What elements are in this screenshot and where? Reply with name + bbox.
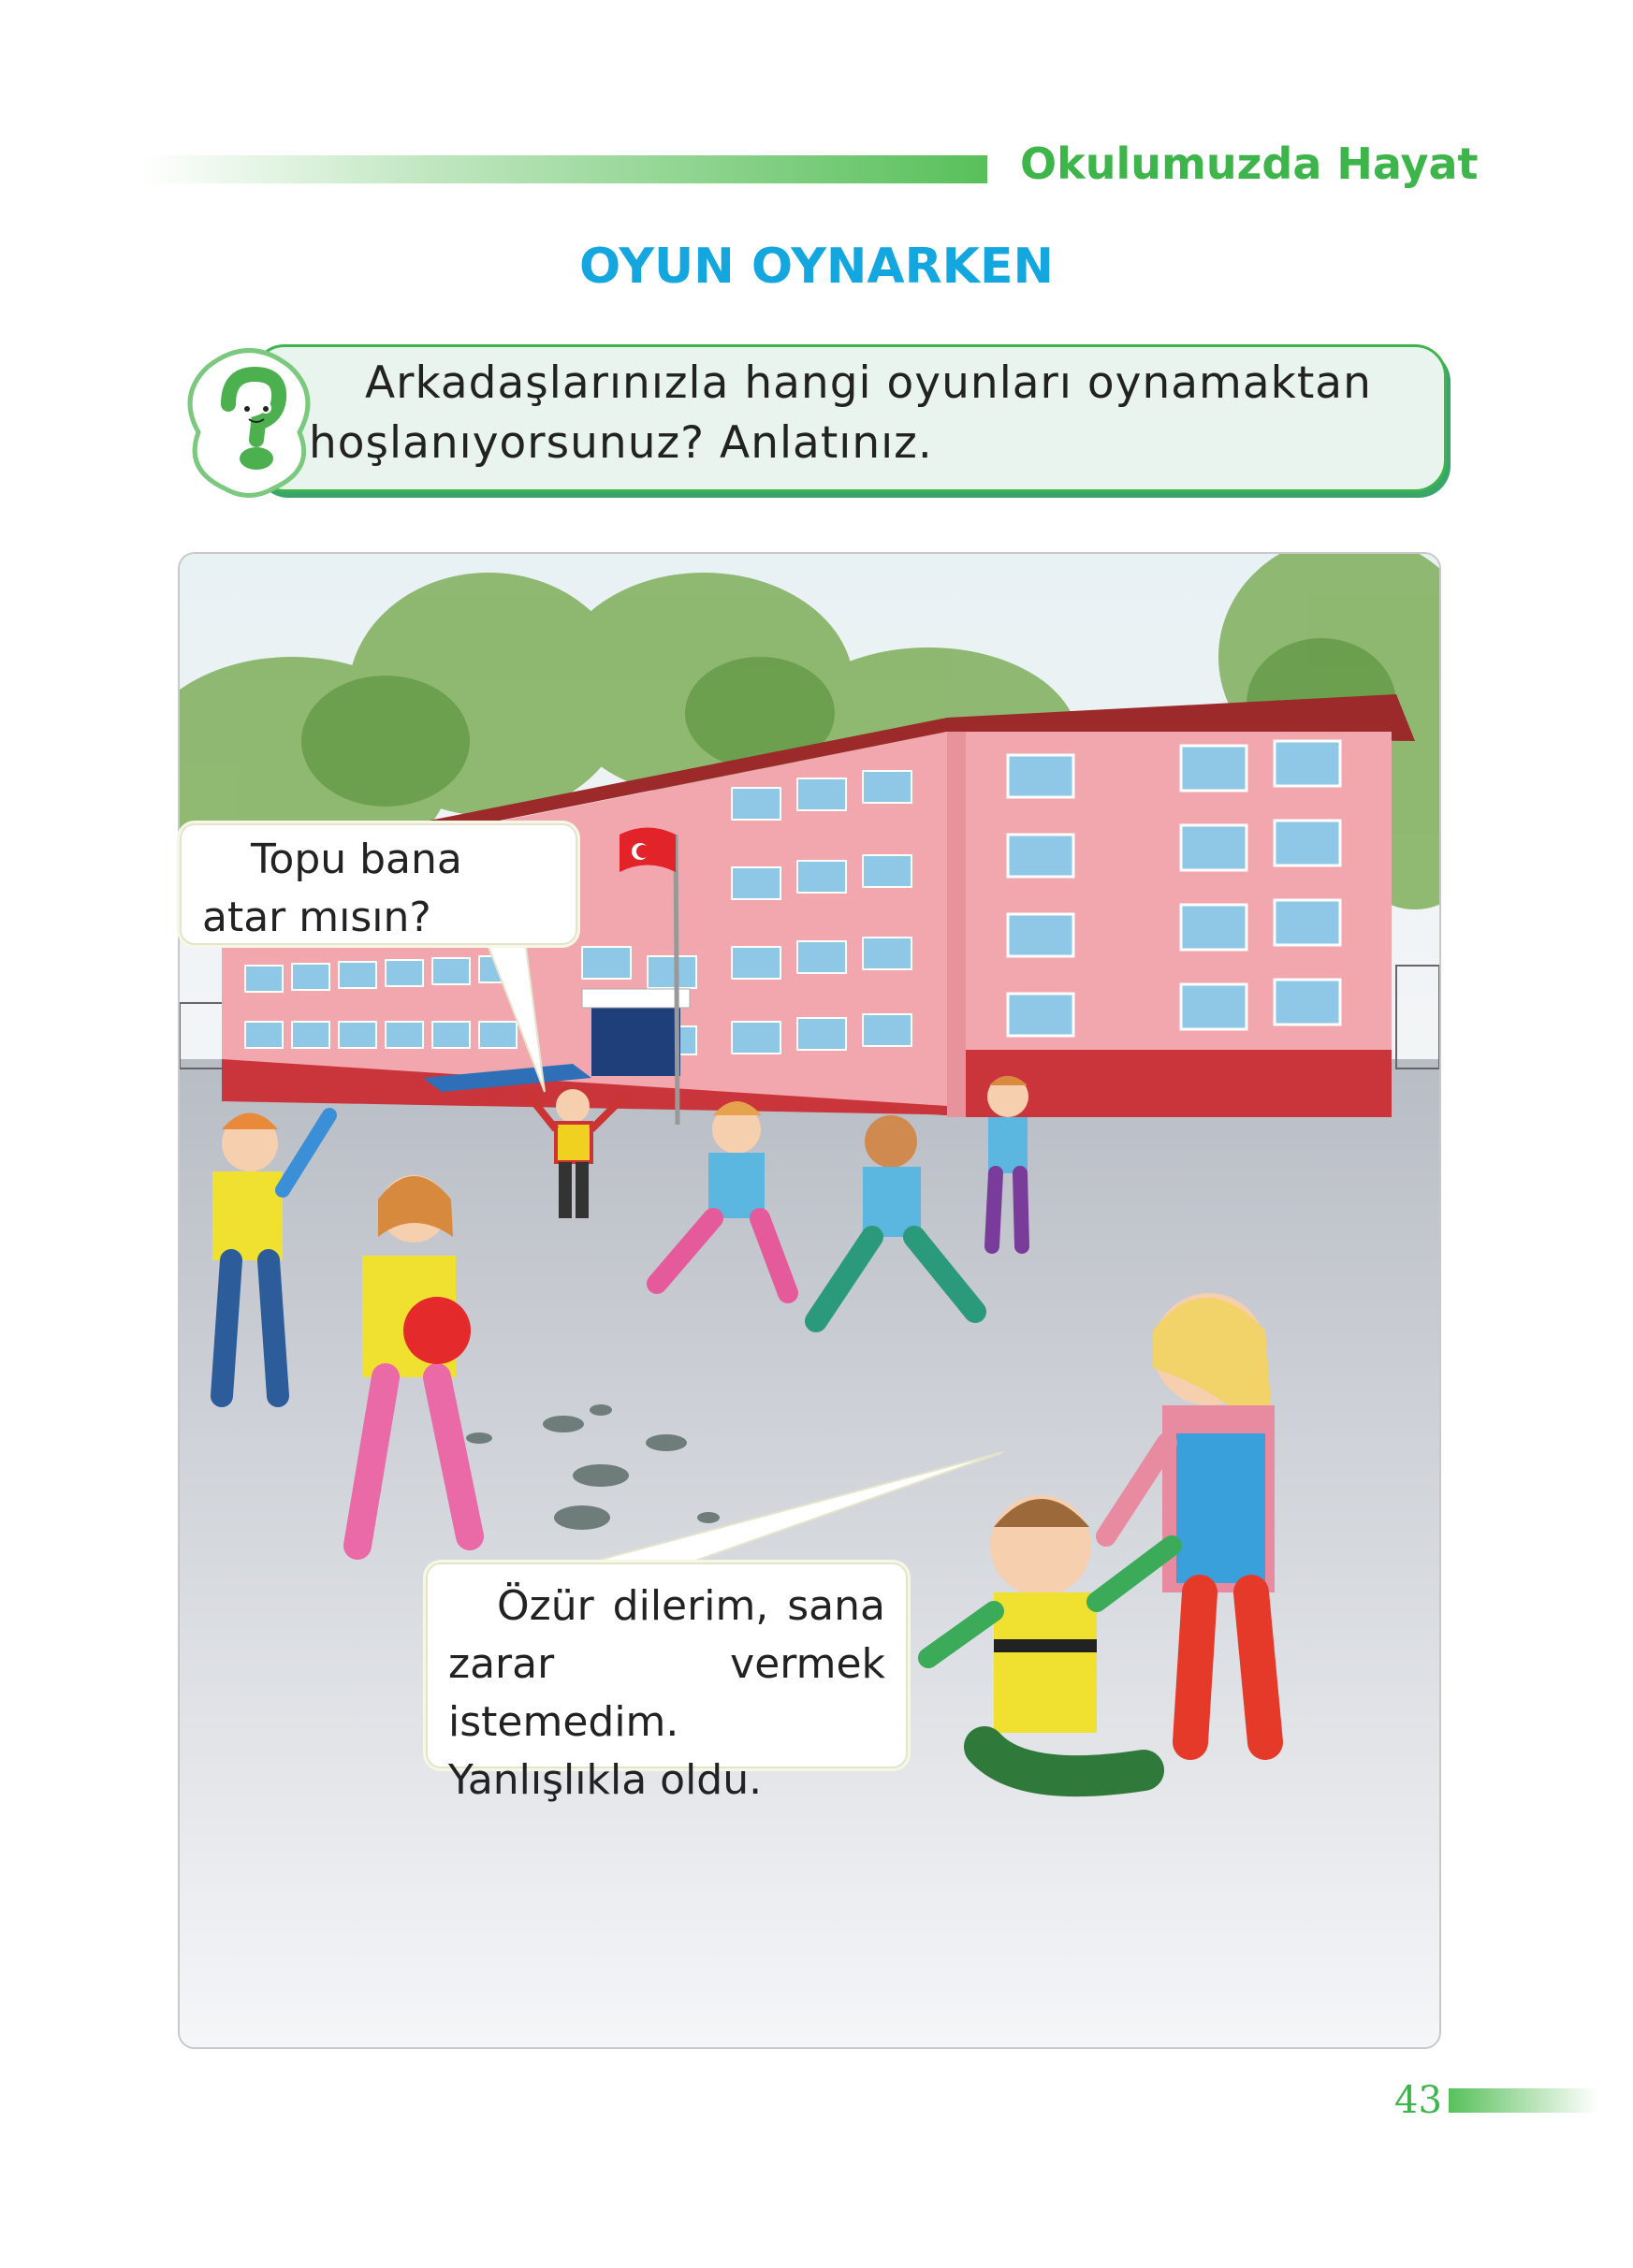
question-text: Arkadaşlarınızla hangi oyunları oynamaktan hoşlanıyorsunuz? Anlatınız. <box>309 357 1372 469</box>
question-mascot-icon <box>180 339 318 498</box>
header-gradient-bar <box>140 155 987 183</box>
schoolyard-illustration <box>178 552 1441 2049</box>
footer-gradient-bar <box>1449 2088 1598 2113</box>
section-title: Okulumuzda Hayat <box>1020 138 1479 189</box>
speech-bubble-text: Özür dilerim, sana zarar vermek istemedim. Yanlışlıkla oldu. <box>448 1582 885 1804</box>
speech-bubble-text: Topu bana atar mısın? <box>202 836 462 941</box>
speech-bubble-apology <box>426 1563 908 1804</box>
page-number: 43 <box>1394 2079 1442 2122</box>
speech-bubble-ball-request <box>180 823 577 945</box>
page-title: OYUN OYNARKEN <box>579 239 1054 295</box>
